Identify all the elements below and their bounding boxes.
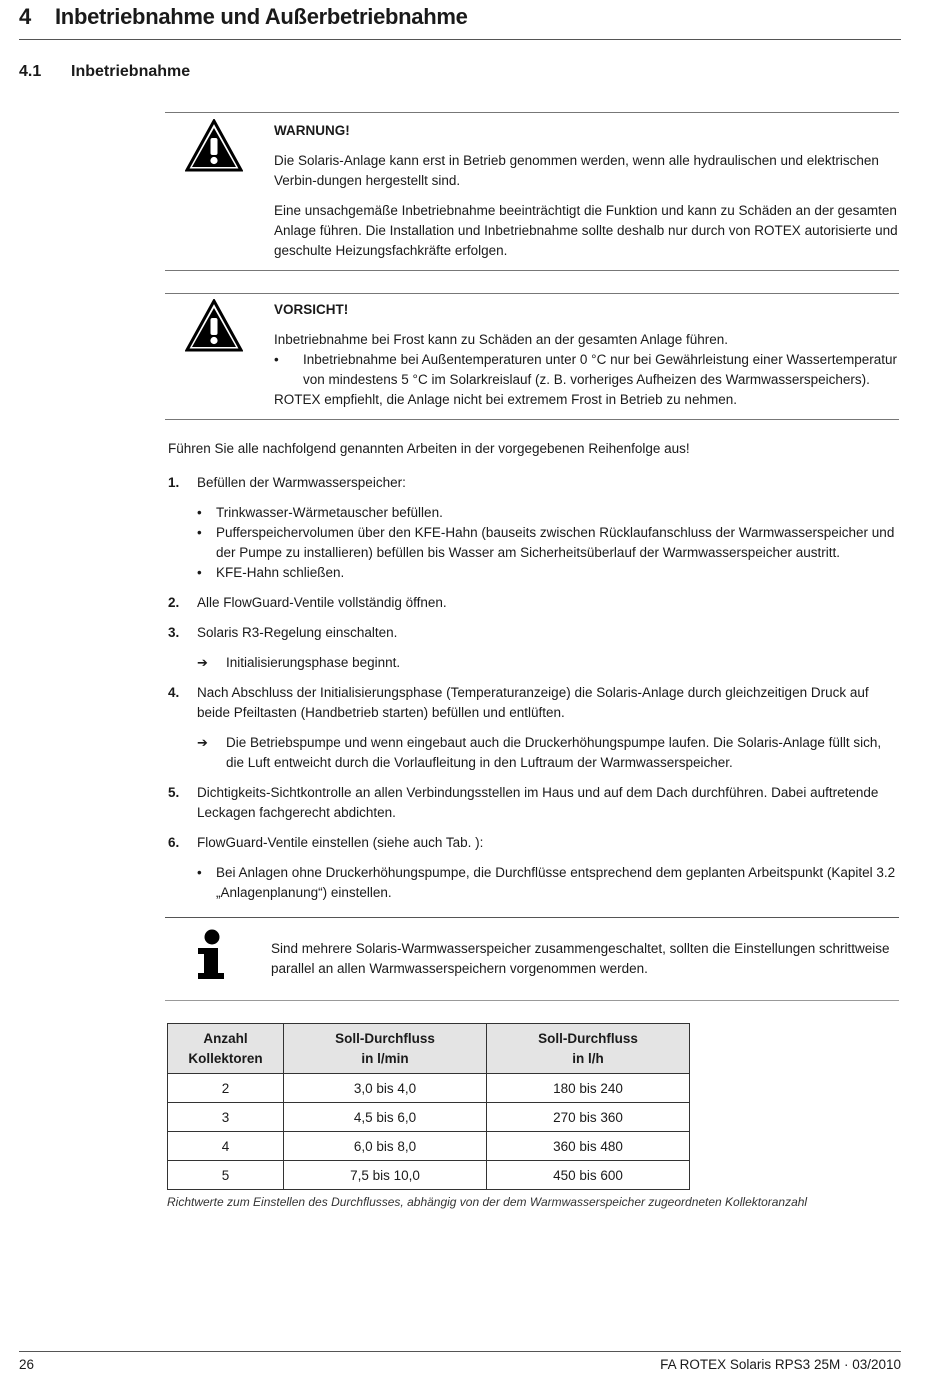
table-cell: 270 bis 360 (487, 1103, 690, 1132)
result-arrow-icon: ➔ (197, 655, 208, 670)
table-row (168, 1132, 690, 1161)
page-footer (19, 1351, 901, 1372)
caution-bullet-text: Inbetriebnahme bei Außentemperaturen unter 0 °C nur bei Gewährleistung einer Wassertemperatur von mindestens 5 °C im Solarkreislauf (z. B. vorheriges Aufheizen des Warmwasserspeichers). (303, 352, 897, 387)
table-cell: 180 bis 240 (487, 1074, 690, 1103)
document-reference: FA ROTEX Solaris RPS3 25M · 03/2010 (660, 1357, 901, 1372)
warning-body (274, 113, 899, 261)
chapter-title (19, 4, 901, 40)
step-text: Nach Abschluss der Initialisierungsphase (Temperaturanzeige) die Solaris-Anlage durch gleichzeitigen Druck auf beide Pfeiltasten (Handbetrieb starten) befüllen und entlüften. (197, 685, 869, 720)
step-3 (168, 623, 901, 673)
caution-body (274, 294, 899, 410)
header-line: in l/h (572, 1050, 604, 1066)
list-item-text: Bei Anlagen ohne Druckerhöhungspumpe, die Durchflüsse entsprechend dem geplanten Arbeitspunkt (Kapitel 3.2 „Anlagenplanung“) einstellen. (216, 865, 896, 900)
table-cell: 3,0 bis 4,0 (284, 1074, 487, 1103)
table-cell: 450 bis 600 (487, 1161, 690, 1190)
warning-triangle-icon (185, 119, 243, 178)
table-cell: 5 (168, 1161, 284, 1190)
table-cell: 7,5 bis 10,0 (284, 1161, 487, 1190)
step-1-bullets (197, 503, 901, 583)
step-list (168, 473, 901, 913)
intro-text: Führen Sie alle nachfolgend genannten Arbeiten in der vorgegebenen Reihenfolge aus! (168, 441, 690, 456)
info-text: Sind mehrere Solaris-Warmwasserspeicher zusammengeschaltet, sollten die Einstellungen schrittweise parallel an allen Warmwasserspeichern vorgenommen werden. (271, 941, 890, 976)
header-flow-lh (487, 1024, 690, 1074)
table-header-row (168, 1024, 690, 1074)
table-cell: 6,0 bis 8,0 (284, 1132, 487, 1161)
caution-notice (165, 293, 899, 420)
table-cell: 4 (168, 1132, 284, 1161)
step-2 (168, 593, 901, 613)
section-title-text: Inbetriebnahme (71, 63, 191, 80)
header-collectors (168, 1024, 284, 1074)
bullet-dot: • (197, 565, 202, 580)
step-number: 4. (168, 685, 180, 700)
result-text: Die Betriebspumpe und wenn eingebaut auch die Druckerhöhungspumpe laufen. Die Solaris-Anlage füllt sich, die Luft entweicht durch die Vorlaufleitung in den Luftraum der Warmwasserspeicher. (226, 735, 882, 770)
header-flow-lmin (284, 1024, 487, 1074)
table-row (168, 1103, 690, 1132)
step-text: Befüllen der Warmwasserspeicher: (197, 475, 406, 490)
caution-triangle-icon (185, 299, 243, 358)
flow-rate-table (167, 1023, 690, 1190)
bullet-dot: • (197, 865, 202, 880)
table-cell: 3 (168, 1103, 284, 1132)
caution-line-1: Inbetriebnahme bei Frost kann zu Schäden an der gesamten Anlage führen. (274, 332, 729, 347)
list-item (197, 503, 901, 523)
caution-line-2: ROTEX empfiehlt, die Anlage nicht bei extremem Frost in Betrieb zu nehmen. (274, 392, 737, 407)
chapter-number: 4 (19, 4, 31, 29)
result-arrow-icon: ➔ (197, 735, 208, 750)
step-result (197, 733, 901, 773)
list-item (197, 863, 901, 903)
table-cell: 360 bis 480 (487, 1132, 690, 1161)
step-number: 1. (168, 475, 180, 490)
header-line: Soll-Durchfluss (538, 1030, 638, 1046)
step-text: Alle FlowGuard-Ventile vollständig öffnen. (197, 595, 447, 610)
list-item (197, 523, 901, 563)
step-number: 2. (168, 595, 180, 610)
caution-heading: VORSICHT! (274, 302, 349, 317)
chapter-title-text: Inbetriebnahme und Außerbetriebnahme (55, 4, 468, 29)
step-text: Solaris R3-Regelung einschalten. (197, 625, 398, 640)
header-line: Kollektoren (188, 1050, 263, 1066)
step-text: Dichtigkeits-Sichtkontrolle an allen Verbindungsstellen im Haus und auf dem Dach durchführen. Dabei auftretende Leckagen fachgerecht abdichten. (197, 785, 879, 820)
list-item-text: Pufferspeichervolumen über den KFE-Hahn (bauseits zwischen Rücklaufanschluss der Warmwasserspeicher und der Pumpe zu installieren) befüllen bis Wasser am Sicherheitsüberlauf der Warmwasserspeicher austritt. (216, 525, 895, 560)
warning-heading: WARNUNG! (274, 123, 350, 138)
step-1 (168, 473, 901, 583)
result-text: Initialisierungsphase beginnt. (226, 655, 401, 670)
section-number: 4.1 (19, 63, 42, 80)
header-line: Anzahl (203, 1030, 248, 1046)
step-6 (168, 833, 901, 903)
table-row (168, 1074, 690, 1103)
table-caption: Richtwerte zum Einstellen des Durchflusses, abhängig von der dem Warmwasserspeicher zugeordneten Kollektoranzahl (167, 1195, 808, 1209)
step-6-bullets (197, 863, 901, 903)
page-number: 26 (19, 1357, 35, 1372)
step-number: 3. (168, 625, 180, 640)
bullet-dot: • (197, 525, 202, 540)
bullet-dot: • (274, 352, 279, 367)
step-text: FlowGuard-Ventile einstellen (siehe auch Tab. ): (197, 835, 484, 850)
table-cell: 2 (168, 1074, 284, 1103)
info-icon (194, 929, 230, 986)
step-number: 6. (168, 835, 180, 850)
list-item-text: KFE-Hahn schließen. (216, 565, 345, 580)
step-number: 5. (168, 785, 180, 800)
bullet-dot: • (197, 505, 202, 520)
step-4 (168, 683, 901, 773)
list-item (197, 563, 901, 583)
table-row (168, 1161, 690, 1190)
info-notice (165, 917, 899, 1001)
warning-paragraph-1: Die Solaris-Anlage kann erst in Betrieb genommen werden, wenn alle hydraulischen und elektrischen Verbin-dungen hergestellt sind. (274, 153, 879, 188)
step-result (197, 653, 901, 673)
warning-notice (165, 112, 899, 271)
section-title (19, 63, 190, 81)
list-item-text: Trinkwasser-Wärmetauscher befüllen. (216, 505, 443, 520)
caution-bullet (274, 350, 899, 390)
header-line: Soll-Durchfluss (335, 1030, 435, 1046)
header-line: in l/min (361, 1050, 409, 1066)
step-5 (168, 783, 901, 823)
warning-paragraph-2: Eine unsachgemäße Inbetriebnahme beeinträchtigt die Funktion und kann zu Schäden an der gesamten Anlage führen. Die Installation und Inbetriebnahme sollte deshalb nur durch von ROTEX autorisierte und geschulte Heizungsfachkräfte erfolgen. (274, 203, 898, 258)
table-cell: 4,5 bis 6,0 (284, 1103, 487, 1132)
